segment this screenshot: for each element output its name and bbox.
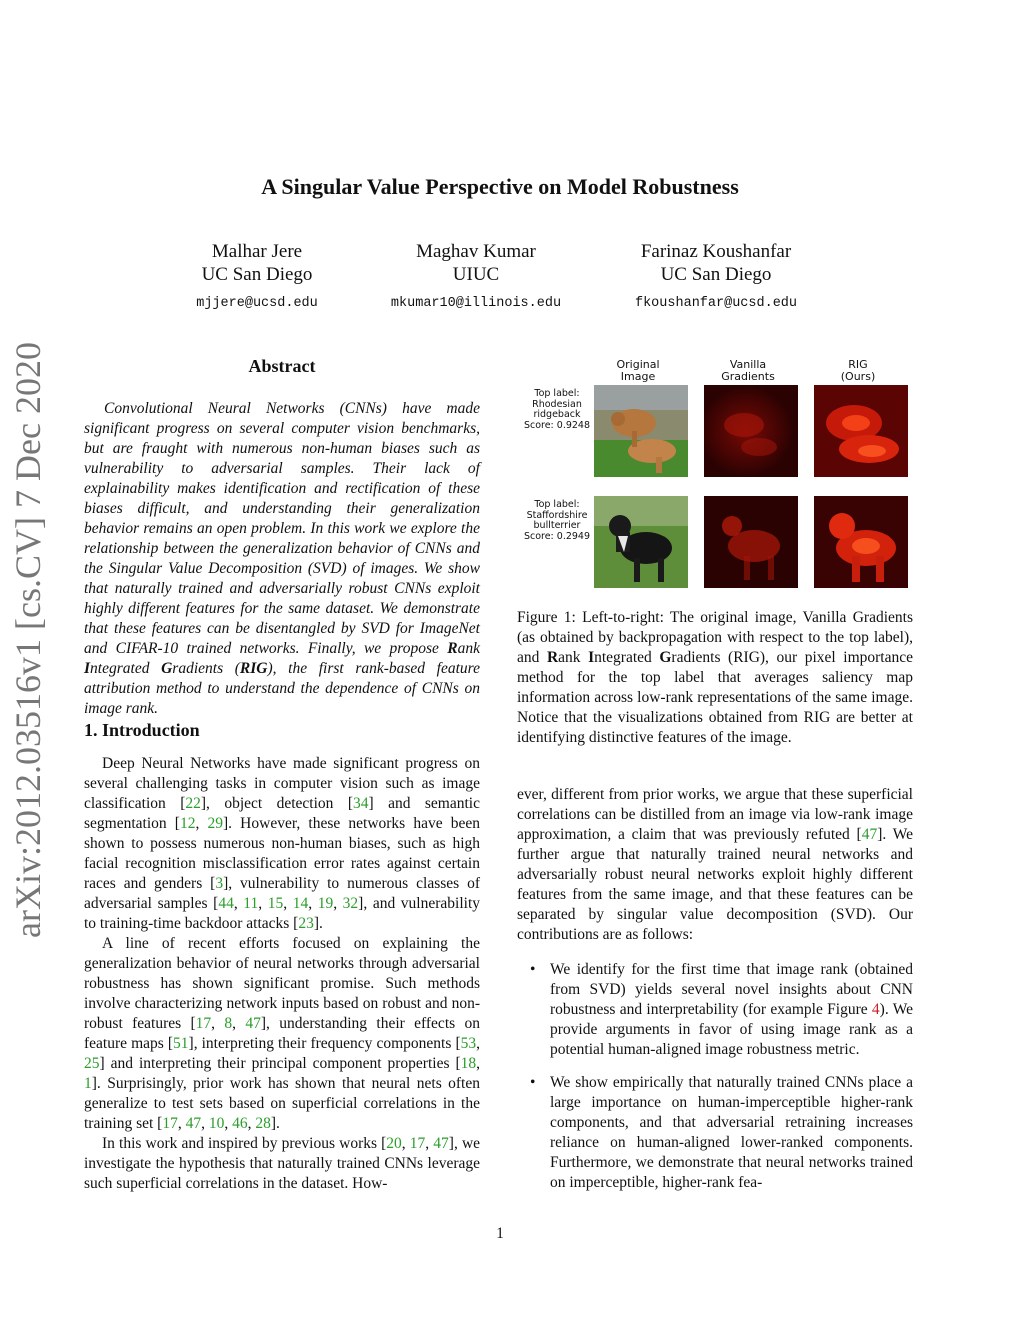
body-text: ,	[425, 1135, 434, 1152]
body-text: ].	[313, 915, 323, 932]
citation-link[interactable]: 29	[207, 815, 223, 832]
bullet-text: We identify for the first time that image rank (obtained from SVD) yields several novel insights about CNN robustness and interpretability (for example Figure	[550, 961, 913, 1018]
body-text: ,	[476, 1055, 480, 1072]
body-text: ,	[201, 1115, 209, 1132]
citation-link[interactable]: 23	[298, 915, 314, 932]
figure-ref-link[interactable]: 4	[871, 1001, 880, 1018]
body-text: ,	[211, 1015, 225, 1032]
arxiv-id: arXiv:2012.03516v1 [cs.CV] 7 Dec 2020	[8, 342, 48, 938]
row-label-line: ridgeback	[533, 409, 581, 420]
body-text: ,	[476, 1035, 480, 1052]
citation-link[interactable]: 19	[317, 895, 334, 912]
rig-letter: R	[447, 640, 458, 657]
body-text: ], and vulnerability to training-time backdoor attacks [	[84, 895, 481, 932]
abstract-heading: Abstract	[248, 356, 316, 376]
list-item	[530, 1073, 913, 1193]
paper-title: A Singular Value Perspective on Model Robustness	[261, 174, 739, 199]
author-affiliation: UC San Diego	[660, 264, 772, 285]
rig-map-2	[814, 496, 908, 588]
citation-link[interactable]: 12	[179, 815, 196, 832]
author-affiliation: UIUC	[452, 264, 500, 285]
author-email: fkoushanfar@ucsd.edu	[634, 296, 798, 311]
citation-link[interactable]: 20	[386, 1135, 402, 1152]
col-header-line: RIG	[848, 358, 868, 371]
right-column-text	[517, 785, 913, 945]
citation-link[interactable]: 47	[433, 1135, 449, 1152]
citation-link[interactable]: 46	[232, 1115, 248, 1132]
row-label-line: Score: 0.9248	[523, 419, 591, 431]
bullet-mark: •	[530, 1074, 536, 1091]
author-3	[586, 240, 846, 315]
rig-letter: I	[588, 649, 595, 666]
body-text: ever, different from prior works, we argue that these superficial correlations can be distilled from an image via low-rank image approximation, a claim that was previously refuted [	[517, 786, 913, 843]
citation-link[interactable]: 3	[215, 875, 224, 892]
citation-link[interactable]: 44	[218, 895, 234, 912]
row-label-line: Staffordshire	[526, 509, 588, 521]
row-label-line: Rhodesian	[532, 398, 582, 410]
abstract-text: Convolutional Neural Networks (CNNs) have made significant progress on several computer vision benchmarks, but are fraught with numerous non-human biases such as vulnerability to adversarial samples. Their lack of explainability makes identification and rectification of these biases difficult, and understanding their generalization behavior remains an open problem. In this work we explore the relationship between the generalization behavior of CNNs and the Singular Value Decomposition (SVD) of images. We show that naturally trained and adversarially robust CNNs exploit highly different features for the same dataset. We demonstrate that these features can be disentangled by SVD for ImageNet and CIFAR-10 trained networks. Finally, we propose	[84, 400, 480, 657]
caption-text: ntegrated	[594, 649, 660, 666]
bullet-text: We show empirically that naturally trained CNNs place a large importance on human-imperceptible higher-rank components, and that adversarial retraining increases reliance on human-aligned lower-ranked components. Furthermore, we demonstrate that neural networks trained on imperceptible, higher-rank fea-	[550, 1074, 913, 1191]
citation-link[interactable]: 47	[861, 826, 878, 843]
body-text: ,	[308, 895, 318, 912]
body-text: ].	[270, 1115, 280, 1132]
list-item	[530, 960, 913, 1060]
rig-letter: G	[659, 649, 672, 666]
body-text: ,	[401, 1135, 410, 1152]
citation-link[interactable]: 28	[255, 1115, 271, 1132]
body-text: ,	[283, 895, 293, 912]
citation-link[interactable]: 10	[208, 1115, 225, 1132]
row-label-1	[517, 389, 597, 431]
page-number: 1	[496, 1225, 504, 1242]
rig-letter: R	[546, 649, 559, 666]
rig-abbr: RIG	[239, 660, 268, 677]
col-header-line: Image	[620, 370, 656, 383]
col-header-rig	[810, 359, 906, 383]
citation-link[interactable]: 25	[84, 1055, 100, 1072]
body-text: ,	[233, 895, 244, 912]
citation-link[interactable]: 1	[84, 1075, 92, 1092]
dog-photo-1	[594, 385, 688, 477]
caption-text: radients (RIG), our pixel importance method for the top label that averages saliency map information across low-rank representations of the same image. Notice that the visualizations obtained from RIG are better at identifying distinctive features of the image.	[517, 649, 913, 746]
abstract-body	[84, 399, 480, 719]
body-text: ], interpreting their frequency components [	[188, 1035, 461, 1052]
body-text: ,	[258, 895, 268, 912]
citation-link[interactable]: 47	[245, 1015, 261, 1032]
citation-link[interactable]: 53	[460, 1035, 477, 1052]
body-text: ], object detection [	[200, 795, 353, 812]
author-name: Malhar Jere	[211, 241, 303, 262]
citation-link[interactable]: 18	[460, 1055, 477, 1072]
rig-map-1	[814, 385, 908, 477]
body-text: ,	[224, 1115, 233, 1132]
row-label-line: Score: 0.2949	[523, 530, 591, 542]
intro-heading: 1. Introduction	[84, 720, 200, 740]
row-label-line: bullterrier	[533, 520, 581, 531]
citation-link[interactable]: 11	[243, 895, 259, 912]
body-text: ], we investigate the hypothesis that naturally trained CNNs leverage such superficial correlations in the dataset. How-	[84, 1135, 481, 1192]
author-affiliation: UC San Diego	[201, 264, 313, 285]
intro-body	[84, 754, 480, 1194]
abstract-text: ank	[457, 640, 480, 657]
caption-text: ank	[558, 649, 589, 666]
row-label-line: Top label:	[534, 499, 580, 510]
citation-link[interactable]: 34	[353, 795, 369, 812]
citation-link[interactable]: 15	[267, 895, 284, 912]
body-text: ] and semantic segmentation [	[84, 795, 480, 832]
citation-link[interactable]: 51	[173, 1035, 189, 1052]
intro-paragraph	[84, 754, 480, 934]
citation-link[interactable]: 8	[224, 1015, 233, 1032]
vanilla-gradient-map-1	[704, 385, 798, 477]
author-name: Farinaz Koushanfar	[640, 241, 792, 262]
contributions-list	[530, 960, 913, 1206]
body-text: ,	[232, 1015, 246, 1032]
rig-letter: I	[84, 660, 91, 677]
bullet-text: ). We provide arguments in favor of using image rank as a potential human-aligned image robustness metric.	[550, 1001, 913, 1058]
citation-link[interactable]: 32	[342, 895, 359, 912]
body-text: A line of recent efforts focused on explaining the generalization behavior of neural networks through adversarial robustness has shown significant promise. Such methods involve characterizing network inputs based on robust and non-robust features [	[84, 935, 480, 1032]
body-text: ], vulnerability to numerous classes of adversarial samples [	[84, 875, 480, 912]
body-text: ,	[333, 895, 343, 912]
body-text: ]. We further argue that naturally trained neural networks and adversarially robust neural networks exploit highly different features from the same image, and that these features can be separated by singular value decomposition (SVD). Our contributions are as follows:	[517, 826, 913, 943]
vanilla-gradient-map-2	[704, 496, 798, 588]
body-text: ] and interpreting their principal component properties [	[99, 1055, 461, 1072]
intro-paragraph	[84, 1134, 480, 1194]
body-text: ,	[195, 815, 208, 832]
figure-caption	[517, 608, 913, 748]
author-email: mkumar10@illinois.edu	[390, 296, 562, 311]
citation-link[interactable]: 17	[162, 1115, 178, 1132]
row-label-line: Top label:	[534, 388, 580, 399]
author-email: mjjere@ucsd.edu	[196, 296, 318, 311]
caption-text: Figure 1: Left-to-right: The original image, Vanilla Gradients (as obtained by backpropagation with respect to the top label), and	[517, 609, 913, 666]
dog-photo-2	[594, 496, 688, 588]
row-label-2	[517, 500, 597, 542]
intro-paragraph	[84, 934, 480, 1134]
body-text: ], understanding their effects on feature maps [	[84, 1015, 480, 1052]
abstract-text: ), the first rank-based feature attribution method to understand the dependence of CNNs on image rank.	[84, 660, 481, 717]
abstract-text: ntegrated	[90, 660, 162, 677]
citation-link[interactable]: 22	[185, 795, 201, 812]
col-header-line: Gradients	[721, 370, 775, 383]
body-text: ]. Surprisingly, prior work has shown that neural nets often generalize to test sets based on superficial correlations in the training set [	[84, 1075, 480, 1132]
author-2	[346, 240, 606, 315]
col-header-original	[590, 359, 686, 383]
body-text: Deep Neural Networks have made significant progress on several challenging tasks in computer vision such as image classification [	[84, 755, 480, 812]
citation-link[interactable]: 14	[292, 895, 309, 912]
col-header-line: (Ours)	[840, 370, 876, 383]
figure-1	[507, 356, 927, 546]
citation-link[interactable]: 17	[409, 1135, 426, 1152]
body-text: ,	[177, 1115, 186, 1132]
bullet-mark: •	[530, 961, 536, 978]
abstract-text: radients (	[172, 660, 240, 677]
body-text: In this work and inspired by previous works [	[102, 1135, 387, 1152]
rig-letter: G	[161, 660, 173, 677]
col-header-vanilla	[700, 359, 796, 383]
col-header-line: Vanilla	[729, 358, 767, 371]
body-text: ,	[247, 1115, 256, 1132]
citation-link[interactable]: 47	[185, 1115, 202, 1132]
col-header-line: Original	[616, 358, 660, 371]
citation-link[interactable]: 17	[195, 1015, 212, 1032]
author-name: Maghav Kumar	[416, 241, 536, 262]
body-text: ]. However, these networks have been shown to possess numerous non-human biases, such as high facial recognition misclassification error rates against certain races and genders [	[84, 815, 481, 892]
